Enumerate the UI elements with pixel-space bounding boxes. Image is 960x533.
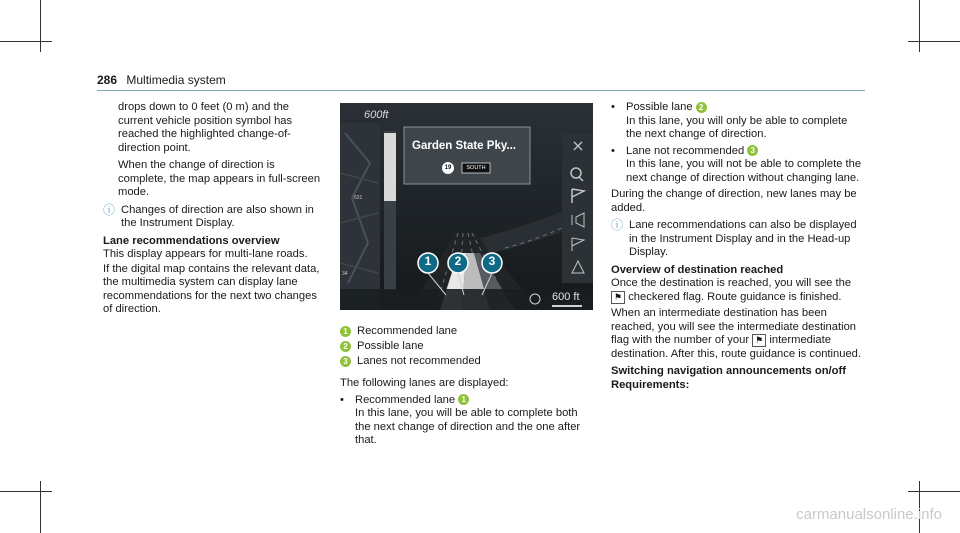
crop-mark bbox=[908, 491, 960, 492]
legend-text: Lanes not recommended bbox=[357, 355, 481, 367]
crop-mark bbox=[40, 481, 41, 533]
bullet-recommended bbox=[340, 394, 596, 408]
once-text bbox=[611, 277, 865, 304]
route-number: 19 bbox=[444, 165, 452, 171]
right-column bbox=[611, 101, 865, 392]
checkered-flag-icon: ⚑ bbox=[611, 291, 625, 304]
bullet-number: 1 bbox=[458, 394, 469, 405]
middle-column bbox=[340, 377, 596, 448]
note-text: Lane recommendations can also be displayed in the Instrument Display and in the Head-up Display. bbox=[629, 219, 857, 258]
crop-mark bbox=[908, 41, 960, 42]
legend-item bbox=[340, 340, 424, 354]
digital-text: If the digital map contains the relevant data, the multimedia system can display lane recommendations for the next two changes of direction. bbox=[103, 262, 320, 315]
bullet-title: Possible lane bbox=[626, 101, 693, 113]
bullet-icon: • bbox=[340, 393, 344, 406]
legend-number: 2 bbox=[340, 341, 351, 352]
bullet-icon: • bbox=[611, 144, 615, 157]
navigation-screenshot bbox=[340, 103, 593, 310]
route-direction: SOUTH bbox=[466, 165, 486, 171]
intermediate-text bbox=[611, 307, 865, 361]
following-text: The following lanes are displayed: bbox=[340, 377, 509, 389]
once-text-b: checkered flag. Route guidance is finished. bbox=[628, 290, 842, 303]
destination-heading: Overview of destination reached bbox=[611, 263, 784, 276]
intro-text: drops down to 0 feet (0 m) and the current vehicle position symbol has reached the highlighted change-of-direction point. bbox=[118, 101, 293, 154]
note-text: Changes of direction are also shown in the Instrument Display. bbox=[121, 203, 314, 229]
info-icon: ⓘ bbox=[611, 218, 624, 232]
page-number: 286 bbox=[97, 73, 118, 87]
distance-bottom: 600 ft bbox=[552, 291, 580, 303]
svg-text:×: × bbox=[571, 136, 585, 155]
watermark: carmanualsonline.info bbox=[796, 506, 942, 523]
lane-marker-1: 1 bbox=[424, 254, 432, 268]
info-icon: ⓘ bbox=[103, 202, 116, 217]
display-text: This display appears for multi-lane roads. bbox=[103, 248, 308, 260]
note bbox=[611, 219, 865, 260]
crop-mark bbox=[919, 0, 920, 52]
left-column bbox=[103, 101, 325, 321]
bullet-number: 3 bbox=[747, 145, 758, 156]
intermediate-flag-icon: ⚑ bbox=[752, 334, 766, 347]
legend-item bbox=[340, 325, 457, 339]
road-name: Garden State Pky... bbox=[412, 140, 516, 152]
when-text: When the change of direction is complete, the map appears in full-screen mode. bbox=[118, 159, 321, 198]
intermediate-text-a: When an intermediate destination has been reached, you will see the intermediate destination flag with the number of your bbox=[611, 307, 857, 346]
announcements-heading: Switching navigation announcements on/off bbox=[611, 365, 846, 377]
section-title: Multimedia system bbox=[126, 73, 226, 87]
page-header bbox=[97, 73, 226, 87]
map-label-b: 34 bbox=[342, 271, 348, 277]
bullet-icon: • bbox=[611, 101, 615, 113]
once-text-a: Once the destination is reached, you will see the bbox=[611, 277, 852, 289]
crop-mark bbox=[0, 41, 52, 42]
legend-text: Possible lane bbox=[357, 340, 424, 352]
map-graphic bbox=[340, 103, 593, 310]
bullet-number: 2 bbox=[696, 102, 707, 113]
legend-number: 3 bbox=[340, 356, 351, 367]
bullet-text: In this lane, you will be able to complete both the next change of direction and the one after that. bbox=[355, 407, 581, 446]
section-heading: Lane recommendations overview bbox=[103, 234, 280, 247]
during-text: During the change of direction, new lanes may be added. bbox=[611, 188, 857, 214]
crop-mark bbox=[40, 0, 41, 52]
crop-mark bbox=[0, 491, 52, 492]
legend-item bbox=[340, 355, 481, 369]
bullet-text: In this lane, you will only be able to complete the next change of direction. bbox=[626, 114, 848, 140]
bullet-not-recommended bbox=[611, 145, 865, 159]
requirements-heading: Requirements: bbox=[611, 378, 690, 391]
distance-top: 600ft bbox=[364, 109, 389, 121]
lane-marker-3: 3 bbox=[488, 254, 496, 268]
map-label-a: 621 bbox=[354, 195, 363, 201]
note bbox=[103, 204, 325, 231]
bullet-possible bbox=[611, 101, 865, 115]
legend-text: Recommended lane bbox=[357, 325, 458, 337]
lane-marker-2: 2 bbox=[454, 254, 462, 268]
intermediate-text-b: intermediate destination. After this, route guidance is continued. bbox=[611, 334, 862, 360]
bullet-title: Recommended lane bbox=[355, 393, 456, 406]
legend-number: 1 bbox=[340, 326, 351, 337]
bullet-text: In this lane, you will not be able to complete the next change of direction without changing lane. bbox=[626, 158, 862, 184]
bullet-title: Lane not recommended bbox=[626, 144, 745, 157]
header-rule bbox=[97, 90, 865, 91]
